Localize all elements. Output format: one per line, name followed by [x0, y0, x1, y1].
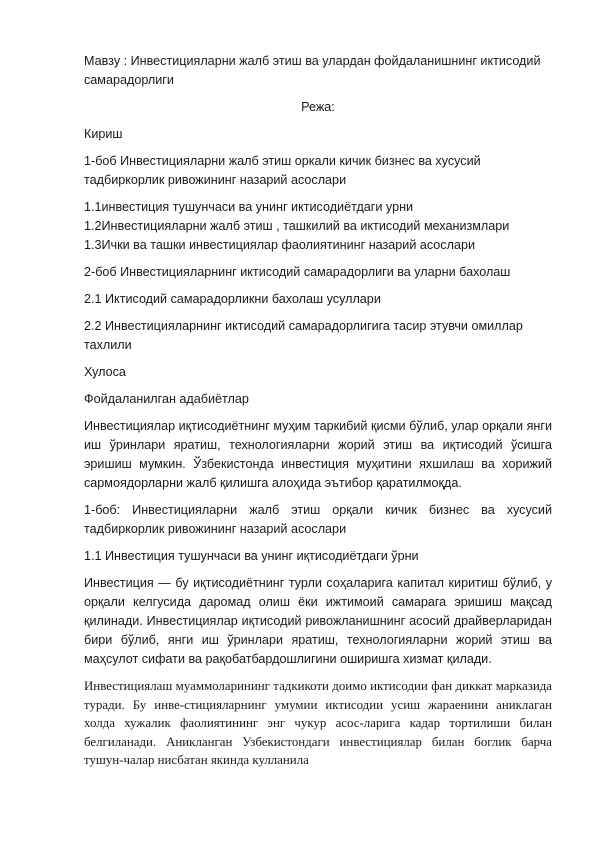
toc-item-1-2: 1.2Инвестицияларни жалб этиш , ташкилий ва иктисодий механизмлари [84, 219, 510, 233]
plan-heading: Режа: [301, 100, 335, 114]
topic-line: Мавзу : Инвестицияларни жалб этиш ва улардан фойдаланишнинг иктисодий самарадорлиги [84, 54, 541, 87]
toc-chapter-2: 2-боб Инвестицияларнинг иктисодий самарадорлиги ва уларни бахолаш [84, 265, 511, 279]
paragraph-intro: Инвестициялар иқтисодиётнинг муҳим таркибий қисми бўлиб, улар орқали янги иш ўринлари яратиш, технологияларни жорий этиш ва иқтисодий ўсишга эришиш мумкин. Ўзбекистонда инвестиция муҳитини яхшилаш ва хорижий сармоядорларни жалб қилишга алоҳида эътибор қаратилмоқда. [84, 419, 552, 490]
paragraph-investment-research: Инвестициялаш муаммоларининг тадкикоти доимо иктисодии фан диккат марказида туради. Бу инве-стицияларнинг умумии иктисодии усиш жараенини аниклаган холда хужалик фаолиятининг энг чукур асос-ларига кадар тортилиши билан белгиланади. Аникланган Узбекистондаги инвестициялар билан боглик барча тушун-чалар нисбатан якинда кулланила [84, 679, 552, 767]
toc-references: Фойдаланилган адабиётлар [84, 392, 249, 406]
toc-conclusion: Хулоса [84, 365, 126, 379]
toc-item-2-1: 2.1 Иктисодий самарадорликни бахолаш усуллари [84, 292, 381, 306]
toc-item-1-1: 1.1инвестиция тушунчаси ва унинг иктисодиётдаги урни [84, 200, 414, 214]
chapter-1-heading: 1-боб: Инвестицияларни жалб этиш орқали кичик бизнес ва хусусий тадбиркорлик ривожининг назарий асослари [84, 503, 552, 536]
section-1-1-heading: 1.1 Инвестиция тушунчаси ва унинг иқтисодиётдаги ўрни [84, 549, 419, 563]
paragraph-investment-definition: Инвестиция — бу иқтисодиётнинг турли соҳаларига капитал киритиш бўлиб, у орқали келгусида даромад олиш ёки ижтимоий самарага эришиш мақсад қилинади. Инвестициялар иқтисодий ривожланишнинг асосий драйверларидан бири бўлиб, янги иш ўринлари яратиш, технологияларни жорий этиш ва маҳсулот сифати ва рақобатбардошлигини оширишга хизмат қилади. [84, 576, 552, 666]
toc-item-1-3: 1.3Ички ва ташки инвестициялар фаолиятининг назарий асослари [84, 238, 475, 252]
toc-item-2-2: 2.2 Инвестицияларнинг иктисодий самарадорлигига тасир этувчи омиллар тахлили [84, 319, 523, 352]
toc-intro: Кириш [84, 127, 123, 141]
toc-chapter-1: 1-боб Инвестицияларни жалб этиш оркали кичик бизнес ва хусусий тадбиркорлик ривожининг назарий асослари [84, 154, 481, 187]
document-page [84, 52, 552, 778]
